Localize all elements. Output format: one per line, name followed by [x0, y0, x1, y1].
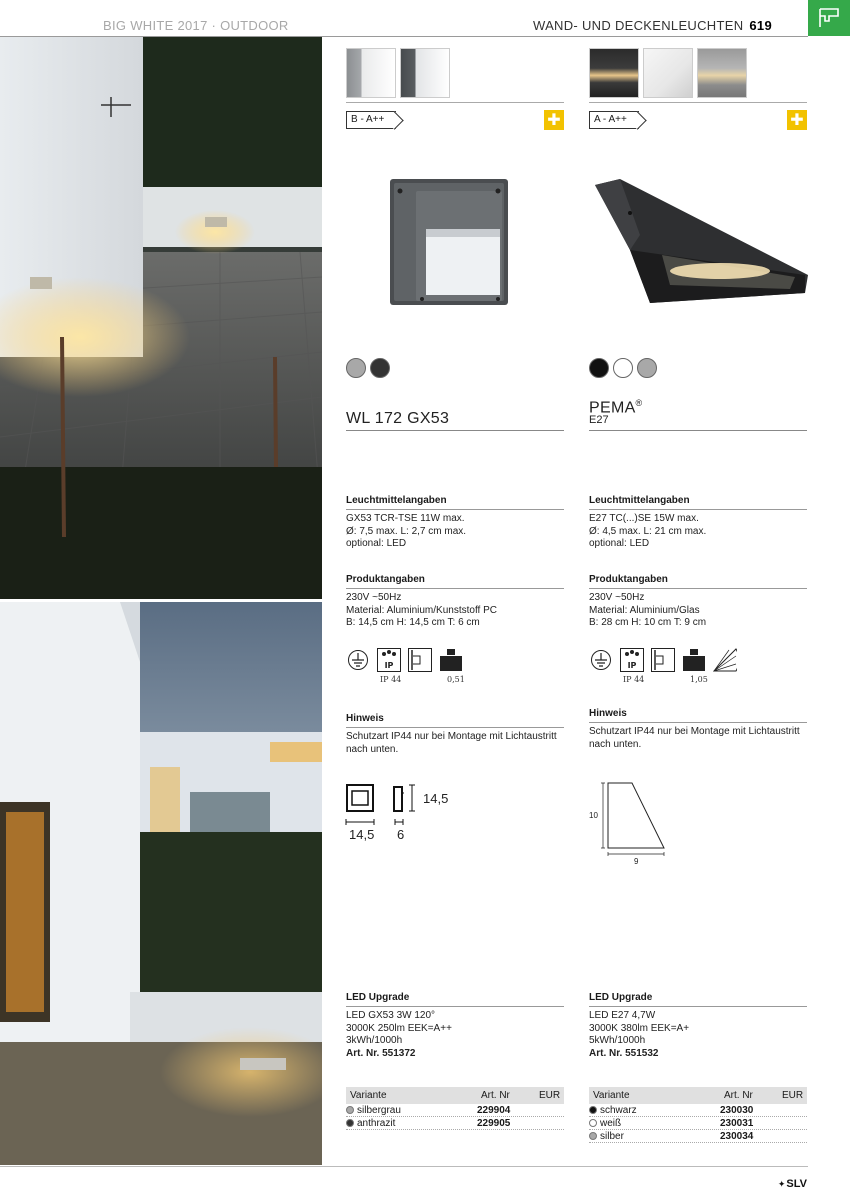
thumbnail-silver-variant[interactable] [346, 48, 396, 98]
article-number: 229904 [477, 1105, 511, 1116]
product-spec-line: 230V ~50Hz [346, 592, 402, 603]
lamp-specs-rule [346, 509, 564, 510]
registered-mark: ® [635, 398, 643, 408]
outdoor-scene-photo-courtyard [0, 37, 322, 599]
note-line: nach unten. [589, 738, 642, 750]
product-specs-body [346, 592, 497, 630]
table-row[interactable] [589, 1117, 807, 1130]
surface-mount-icon [651, 648, 675, 672]
lamp-spec-line: E27 TC(...)SE 15W max. [589, 513, 699, 524]
product-spec-line: B: 14,5 cm H: 14,5 cm T: 6 cm [346, 617, 480, 628]
lamp-spec-line: optional: LED [346, 538, 407, 549]
swatch-anthracite[interactable] [370, 358, 390, 378]
lamp-spec-line: GX53 TCR-TSE 11W max. [346, 513, 465, 524]
product-spec-line: 230V ~50Hz [589, 592, 645, 603]
note-rule [346, 727, 564, 728]
article-number: 229905 [477, 1118, 511, 1129]
lamp-specs-body [589, 513, 706, 551]
note-body [589, 726, 800, 751]
article-number: 230030 [720, 1105, 754, 1116]
ip-rating-caption: IP 44 [623, 675, 645, 684]
led-upgrade-body [346, 1010, 452, 1060]
note-line: Schutzart IP44 nur bei Montage mit Lichtaustritt [346, 731, 557, 742]
table-row[interactable] [346, 1104, 564, 1117]
product-specs-rule [589, 588, 807, 589]
weight-icon [439, 648, 463, 672]
product-specs-title: Produktangaben [589, 574, 668, 585]
variant-table-header [346, 1087, 564, 1104]
lamp-specs-body [346, 513, 466, 551]
weight-icon [682, 648, 706, 672]
product-name-wl172: WL 172 GX53 [346, 410, 450, 427]
variant-name: anthrazit [357, 1118, 396, 1129]
led-upgrade-line: LED E27 4,7W [589, 1010, 656, 1021]
note-line: Schutzart IP44 nur bei Montage mit Lichtaustritt [589, 726, 800, 737]
variant-table-wl172 [346, 1087, 564, 1130]
led-upgrade-rule [346, 1006, 564, 1007]
swatch-silver-grey[interactable] [346, 358, 366, 378]
led-upgrade-line: 3000K 250lm EEK=A++ [346, 1022, 452, 1034]
product-image-pema [590, 175, 810, 305]
swatch-white[interactable] [613, 358, 633, 378]
dimension-width-label: 9 [634, 857, 639, 866]
led-upgrade-line: 5kWh/1000h [589, 1035, 646, 1046]
dimension-height-label: 10 [589, 811, 598, 820]
weight-caption: 0,51 [447, 675, 465, 684]
variant-name: weiß [600, 1118, 622, 1129]
price-cell [535, 1117, 564, 1129]
led-upgrade-rule [589, 1006, 807, 1007]
lamp-specs-title: Leuchtmittelangaben [346, 495, 447, 506]
dimension-width-label: 14,5 [349, 827, 375, 842]
color-swatches-pema [589, 358, 657, 378]
led-upgrade-title: LED Upgrade [346, 992, 410, 1003]
thumbnail-silver-variant[interactable] [697, 48, 747, 98]
led-upgrade-line: LED GX53 3W 120° [346, 1010, 436, 1021]
product-spec-line: Material: Aluminium/Glas [589, 604, 700, 616]
ip-rating-icon [377, 648, 401, 672]
table-row[interactable] [589, 1130, 807, 1143]
color-dot-icon [589, 1106, 597, 1114]
product-name-rule [589, 430, 807, 431]
table-row[interactable] [589, 1104, 807, 1117]
protection-class-icon [346, 648, 370, 672]
ip-rating-icon [620, 648, 644, 672]
ip-rating-caption: IP 44 [380, 675, 402, 684]
dimension-height-label: 14,5 [423, 791, 449, 806]
thumbnail-divider [589, 102, 807, 103]
col-variant: Variante [593, 1090, 630, 1101]
lamp-specs-title: Leuchtmittelangaben [589, 495, 690, 506]
svg-text:IP: IP [384, 661, 394, 670]
led-upgrade-body [589, 1010, 689, 1060]
product-name-rule [346, 430, 564, 431]
energy-class-label: A - A++ [589, 111, 639, 129]
col-article: Art. Nr [724, 1090, 753, 1101]
note-line: nach unten. [346, 743, 399, 755]
variant-table-header [589, 1087, 807, 1104]
protection-class-icon [589, 648, 613, 672]
led-compatible-badge-icon: ✚ [544, 110, 564, 130]
product-column-wl172 [346, 37, 564, 131]
outdoor-scene-photo-entrance [0, 602, 322, 1165]
col-article: Art. Nr [481, 1090, 510, 1101]
logo-mark-icon: ✦ [777, 1179, 786, 1189]
logo-text: SLV [786, 1178, 807, 1190]
color-dot-icon [346, 1119, 354, 1127]
page-category-title [533, 18, 772, 33]
led-upgrade-article-number: Art. Nr. 551532 [589, 1047, 659, 1059]
color-dot-icon [346, 1106, 354, 1114]
color-dot-icon [589, 1119, 597, 1127]
col-variant: Variante [350, 1090, 387, 1101]
color-dot-icon [589, 1132, 597, 1140]
product-thumbnails [589, 48, 807, 98]
note-title: Hinweis [589, 708, 627, 719]
dimension-depth-label: 6 [397, 827, 405, 842]
variant-name: silber [600, 1131, 624, 1142]
thumbnail-anthracite-variant[interactable] [400, 48, 450, 98]
certification-icons-wl172 [346, 648, 463, 672]
variant-table-pema [589, 1087, 807, 1143]
product-name-text: PEMA [589, 399, 636, 417]
swatch-silver[interactable] [637, 358, 657, 378]
price-cell [535, 1104, 564, 1116]
led-upgrade-line: 3000K 380lm EEK=A+ [589, 1022, 690, 1034]
product-image-wl172 [380, 165, 520, 315]
led-upgrade-line: 3kWh/1000h [346, 1035, 403, 1046]
brand-logo [778, 1178, 807, 1190]
beam-angle-icon [713, 648, 737, 672]
note-rule [589, 722, 807, 723]
product-socket-type: E27 [589, 414, 609, 426]
lamp-spec-line: optional: LED [589, 538, 650, 549]
note-body [346, 731, 557, 756]
price-cell [778, 1117, 807, 1129]
price-cell [778, 1104, 807, 1116]
product-thumbnails [346, 48, 564, 98]
lamp-specs-rule [589, 509, 807, 510]
product-specs-title: Produktangaben [346, 574, 425, 585]
swatch-black[interactable] [589, 358, 609, 378]
page-number: 619 [749, 18, 772, 33]
svg-text:IP: IP [627, 661, 637, 670]
product-specs-body [589, 592, 706, 630]
category-label: WAND- UND DECKENLEUCHTEN [533, 18, 744, 33]
col-price: EUR [539, 1090, 561, 1101]
surface-mount-icon [408, 648, 432, 672]
price-cell [778, 1130, 807, 1142]
thumbnail-divider [346, 102, 564, 103]
led-compatible-badge-icon: ✚ [787, 110, 807, 130]
article-number: 230034 [720, 1131, 754, 1142]
variant-name: schwarz [600, 1105, 637, 1116]
weight-caption: 1,05 [690, 675, 708, 684]
energy-label-row [589, 109, 807, 131]
thumbnail-white-variant[interactable] [643, 48, 693, 98]
catalog-section-title: BIG WHITE 2017 · OUTDOOR [103, 18, 289, 33]
col-price: EUR [782, 1090, 804, 1101]
product-specs-rule [346, 588, 564, 589]
wall-lamp-category-icon [808, 0, 850, 36]
led-upgrade-article-number: Art. Nr. 551372 [346, 1047, 416, 1059]
energy-label-row [346, 109, 564, 131]
footer-divider [0, 1166, 808, 1167]
led-upgrade-title: LED Upgrade [589, 992, 653, 1003]
energy-class-label: B - A++ [346, 111, 396, 129]
product-spec-line: B: 28 cm H: 10 cm T: 9 cm [589, 617, 707, 628]
variant-name: silbergrau [357, 1105, 401, 1116]
color-swatches-wl172 [346, 358, 390, 378]
lamp-spec-line: Ø: 4,5 max. L: 21 cm max. [589, 525, 707, 537]
thumbnail-black-variant[interactable] [589, 48, 639, 98]
table-row[interactable] [346, 1117, 564, 1130]
product-spec-line: Material: Aluminium/Kunststoff PC [346, 604, 497, 616]
product-column-pema [589, 37, 807, 131]
article-number: 230031 [720, 1118, 754, 1129]
certification-icons-pema [589, 648, 737, 672]
lamp-outline-icon [817, 7, 841, 29]
lamp-spec-line: Ø: 7,5 max. L: 2,7 cm max. [346, 525, 467, 537]
note-title: Hinweis [346, 713, 384, 724]
